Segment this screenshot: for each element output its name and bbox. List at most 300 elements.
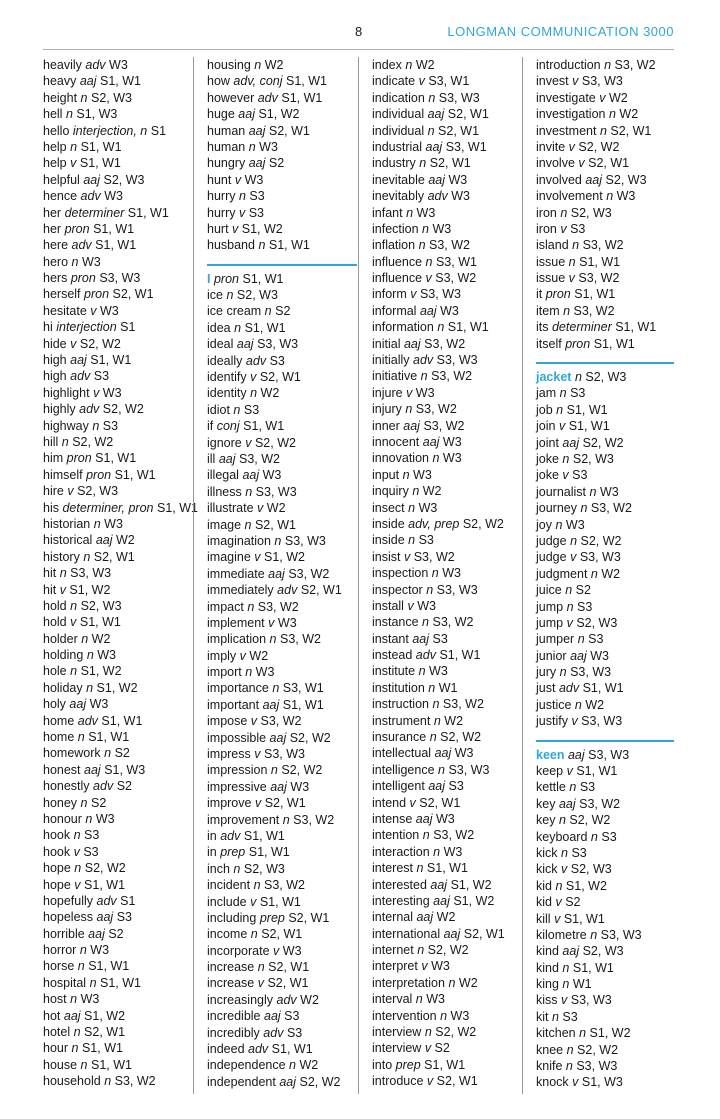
headword: its — [536, 320, 549, 335]
word-entry — [536, 533, 674, 549]
word-entry — [536, 336, 674, 352]
headword: kilometre — [536, 927, 587, 942]
word-entry — [372, 663, 522, 679]
part-of-speech: conj — [216, 419, 240, 434]
frequency-band: W3 — [415, 385, 435, 400]
word-entry — [372, 483, 522, 499]
word-entry — [372, 647, 522, 663]
word-entry — [43, 139, 188, 155]
part-of-speech: v — [418, 74, 425, 89]
part-of-speech: n — [431, 566, 439, 581]
headword: kick — [536, 862, 558, 877]
headword: horrible — [43, 926, 85, 941]
frequency-band: S3, W3 — [448, 762, 490, 777]
part-of-speech: n — [270, 763, 278, 778]
headword: intellectual — [372, 746, 432, 761]
word-entry — [536, 435, 674, 451]
headword: ill — [207, 451, 216, 466]
frequency-band: S3 — [284, 1009, 300, 1024]
frequency-band: S2, W2 — [580, 533, 622, 548]
frequency-band: W3 — [454, 746, 474, 761]
part-of-speech: aaj — [236, 337, 254, 352]
part-of-speech: v — [70, 156, 77, 171]
frequency-band: S1, W1 — [259, 894, 301, 909]
word-entry — [43, 352, 188, 368]
headword: inspector — [372, 582, 423, 597]
headword: initiative — [372, 369, 418, 384]
headword: however — [207, 90, 255, 105]
part-of-speech: n — [562, 451, 570, 466]
part-of-speech: adv, conj — [233, 74, 283, 89]
frequency-band: W3 — [440, 303, 459, 318]
frequency-band: S3, W1 — [445, 139, 487, 154]
part-of-speech: n — [563, 303, 571, 318]
part-of-speech: aaj — [427, 107, 445, 122]
part-of-speech: pron — [84, 287, 110, 302]
word-entry — [372, 106, 522, 122]
part-of-speech: v — [67, 484, 74, 499]
word-entry — [536, 1042, 674, 1058]
part-of-speech: n — [92, 418, 100, 433]
word-entry — [372, 975, 522, 991]
part-of-speech: n — [432, 451, 440, 466]
part-of-speech: n — [282, 812, 290, 827]
frequency-band: S3, W3 — [581, 74, 623, 89]
part-of-speech: n — [248, 139, 256, 154]
frequency-band: S1, W1 — [271, 1042, 313, 1057]
word-entry — [43, 909, 188, 925]
frequency-band: S1, W1 — [268, 238, 310, 253]
part-of-speech: adv — [70, 369, 91, 384]
word-entry — [207, 549, 357, 565]
headword: honour — [43, 811, 82, 826]
frequency-band: W3 — [244, 172, 264, 187]
word-entry — [372, 368, 522, 384]
part-of-speech: adv, prep — [408, 516, 460, 531]
frequency-band: S1, W1 — [582, 681, 624, 696]
frequency-band: S3, W3 — [576, 1059, 618, 1074]
frequency-band: W3 — [282, 943, 302, 958]
word-entry — [43, 1057, 188, 1073]
headword: inform — [372, 287, 407, 302]
headword: host — [43, 992, 67, 1007]
column-2 — [207, 57, 357, 1090]
part-of-speech: n — [250, 386, 258, 401]
headword: imagine — [207, 550, 251, 565]
word-entry — [536, 1025, 674, 1041]
part-of-speech: n — [272, 681, 280, 696]
headword: journey — [536, 501, 577, 516]
frequency-band: W2 — [300, 992, 319, 1007]
frequency-band: W3 — [431, 959, 450, 974]
part-of-speech: v — [257, 501, 264, 516]
frequency-band: W3 — [97, 648, 116, 663]
word-entry — [43, 532, 188, 548]
part-of-speech: adv — [245, 353, 267, 368]
part-of-speech: v — [599, 90, 606, 105]
word-entry — [207, 451, 357, 467]
word-entry — [372, 254, 522, 270]
part-of-speech: pron — [545, 287, 571, 302]
part-of-speech: n — [238, 189, 246, 204]
word-entry — [372, 73, 522, 89]
word-entry — [536, 680, 674, 696]
word-entry — [372, 500, 522, 516]
word-entry — [207, 975, 357, 991]
frequency-band: S1, W1 — [242, 271, 284, 286]
headword: jump — [536, 599, 564, 614]
word-entry — [43, 254, 188, 270]
frequency-band: W3 — [450, 1008, 470, 1023]
frequency-band: S3, W2 — [239, 451, 280, 466]
frequency-band: W3 — [277, 615, 297, 630]
frequency-band: S2, W1 — [447, 107, 489, 122]
headword: institution — [372, 680, 425, 695]
headword: help — [43, 139, 67, 154]
headword: improvement — [207, 812, 280, 827]
headword: impressive — [207, 779, 267, 794]
part-of-speech: prep — [259, 910, 285, 925]
word-entry — [207, 402, 357, 418]
frequency-band: S2, W1 — [288, 910, 330, 925]
word-entry — [207, 155, 357, 171]
headword: housing — [207, 58, 251, 72]
word-entry — [43, 516, 188, 532]
headword: immediate — [207, 566, 265, 581]
word-entry — [43, 549, 188, 565]
word-entry — [207, 517, 357, 533]
word-entry — [536, 369, 674, 385]
frequency-band: S2, W3 — [77, 484, 119, 499]
headword: illegal — [207, 468, 239, 483]
headword: incorporate — [207, 943, 270, 958]
part-of-speech: v — [561, 862, 568, 877]
headword: industry — [372, 156, 416, 171]
part-of-speech: n — [416, 861, 424, 876]
word-entry — [43, 631, 188, 647]
word-entry — [536, 123, 674, 139]
headword: interaction — [372, 844, 430, 859]
headword: interview — [372, 1041, 422, 1056]
headword: item — [536, 303, 560, 318]
word-entry — [536, 911, 674, 927]
frequency-band: W2 — [608, 90, 628, 105]
frequency-band: S2, W1 — [112, 287, 154, 302]
frequency-band: S3, W3 — [263, 747, 305, 762]
headword: hi — [43, 320, 53, 335]
headword: innocent — [372, 434, 420, 449]
frequency-band: W3 — [426, 992, 445, 1007]
headword: investigation — [536, 107, 606, 122]
headword: knife — [536, 1059, 563, 1074]
word-entry — [207, 795, 357, 811]
headword: instant — [372, 631, 409, 646]
word-entry — [372, 565, 522, 581]
headword: internet — [372, 943, 414, 958]
headword: horse — [43, 959, 75, 974]
frequency-band: S3, W3 — [70, 566, 112, 581]
part-of-speech: n — [86, 648, 94, 663]
part-of-speech: n — [93, 516, 101, 531]
frequency-band: S3, W3 — [579, 550, 621, 565]
headword: knee — [536, 1042, 564, 1057]
part-of-speech: adv — [257, 90, 278, 105]
part-of-speech: adv — [85, 58, 106, 72]
headword: intense — [372, 811, 413, 826]
part-of-speech: v — [268, 615, 275, 630]
word-entry — [536, 845, 674, 861]
frequency-band: S1, W1 — [248, 845, 290, 860]
headword: identity — [207, 386, 247, 401]
part-of-speech: n — [226, 288, 234, 303]
word-entry — [536, 1009, 674, 1025]
frequency-band: S3, W2 — [413, 549, 455, 564]
part-of-speech: adv — [558, 681, 580, 696]
part-of-speech: n — [558, 813, 566, 828]
part-of-speech: n — [589, 484, 597, 499]
part-of-speech: adv — [413, 353, 434, 368]
part-of-speech: n — [599, 123, 607, 138]
headword: holy — [43, 697, 66, 712]
part-of-speech: v — [70, 336, 77, 351]
frequency-band: S2, W3 — [570, 862, 612, 877]
part-of-speech: v — [568, 271, 575, 286]
word-entry — [207, 533, 357, 549]
headword: hour — [43, 1041, 69, 1056]
part-of-speech: determiner — [551, 320, 612, 335]
headword: intelligence — [372, 762, 435, 777]
headword: interest — [372, 861, 413, 876]
word-entry — [43, 368, 188, 384]
word-entry — [536, 319, 674, 335]
part-of-speech: n — [559, 386, 567, 401]
frequency-band: S1, W3 — [581, 1075, 623, 1090]
headword: ice cream — [207, 304, 262, 319]
part-of-speech: v — [571, 714, 578, 729]
frequency-band: W2 — [249, 648, 269, 663]
frequency-band: S2, W1 — [588, 156, 630, 171]
part-of-speech: v — [254, 550, 261, 565]
headword: kill — [536, 911, 551, 926]
word-entry — [207, 369, 357, 385]
part-of-speech: adv — [77, 713, 98, 728]
headword: height — [43, 90, 78, 105]
part-of-speech: aaj — [248, 123, 266, 138]
part-of-speech: v — [572, 1075, 579, 1090]
part-of-speech: aaj — [430, 877, 448, 892]
part-of-speech: n — [448, 975, 456, 990]
headword: journalist — [536, 484, 587, 499]
part-of-speech: aaj — [79, 74, 97, 89]
word-entry — [43, 975, 188, 991]
word-entry — [207, 1008, 357, 1024]
frequency-band: W2 — [458, 975, 478, 990]
headword: home — [43, 713, 75, 728]
word-entry — [43, 795, 188, 811]
headword: improve — [207, 796, 252, 811]
frequency-band: S1, W1 — [574, 287, 616, 302]
word-entry — [43, 958, 188, 974]
frequency-band: W3 — [418, 500, 438, 515]
word-entry — [372, 1008, 522, 1024]
part-of-speech: n — [426, 582, 434, 597]
word-entry — [43, 237, 188, 253]
headword: hole — [43, 664, 67, 679]
word-entry — [43, 991, 188, 1007]
headword: imply — [207, 648, 237, 663]
headword: ignore — [207, 435, 242, 450]
word-entry — [536, 796, 674, 812]
frequency-band: S3, W3 — [570, 665, 612, 680]
word-entry — [372, 696, 522, 712]
word-entry — [43, 565, 188, 581]
frequency-band: S3, W3 — [438, 90, 480, 105]
part-of-speech: n — [402, 467, 410, 482]
part-of-speech: v — [410, 287, 417, 302]
frequency-band: S1, W1 — [439, 648, 481, 663]
headword: interpret — [372, 959, 418, 974]
word-entry — [372, 418, 522, 434]
frequency-band: S2, W3 — [80, 598, 122, 613]
word-entry — [372, 729, 522, 745]
word-entry — [372, 1024, 522, 1040]
headword: hunt — [207, 172, 232, 187]
headword: hotel — [43, 1025, 71, 1040]
word-entry — [372, 860, 522, 876]
headword: I — [207, 271, 211, 286]
part-of-speech: n — [608, 107, 616, 122]
headword: inch — [207, 861, 230, 876]
frequency-band: S3 — [572, 468, 588, 483]
part-of-speech: n — [80, 90, 88, 105]
frequency-band: S3, W2 — [435, 271, 477, 286]
headword: increase — [207, 976, 255, 991]
part-of-speech: aaj — [403, 418, 420, 433]
headword: inevitable — [372, 172, 425, 187]
headword: join — [536, 419, 556, 434]
headword: how — [207, 74, 230, 89]
part-of-speech: n — [408, 533, 416, 548]
frequency-band: S2, W1 — [93, 549, 135, 564]
part-of-speech: v — [232, 221, 239, 236]
frequency-band: S2, W2 — [299, 1074, 341, 1089]
frequency-band: S2, W2 — [427, 943, 469, 958]
frequency-band: S1, W1 — [568, 419, 610, 434]
headword: it — [536, 287, 543, 302]
frequency-band: S3 — [243, 402, 260, 417]
frequency-band: W1 — [572, 977, 592, 992]
frequency-band: S2, W2 — [577, 1042, 619, 1057]
frequency-band: S3, W2 — [573, 303, 615, 318]
frequency-band: S2, W3 — [582, 944, 624, 959]
word-entry — [372, 942, 522, 958]
part-of-speech: aaj — [428, 172, 445, 187]
word-entry — [207, 943, 357, 959]
headword: involvement — [536, 189, 603, 204]
headword: inquiry — [372, 484, 409, 499]
headword: joint — [536, 435, 559, 450]
word-entry — [536, 172, 674, 188]
headword: hopefully — [43, 893, 94, 908]
headword: informal — [372, 303, 417, 318]
frequency-band: W2 — [299, 1058, 319, 1073]
headword: include — [207, 894, 247, 909]
word-entry — [536, 1058, 674, 1074]
word-entry — [536, 1074, 674, 1090]
part-of-speech: n — [590, 829, 598, 844]
word-entry — [372, 631, 522, 647]
headword: involved — [536, 172, 582, 187]
part-of-speech: n — [70, 992, 78, 1007]
frequency-band: W2 — [260, 386, 280, 401]
frequency-band: S3, W2 — [582, 238, 624, 253]
headword: hold — [43, 598, 67, 613]
part-of-speech: v — [254, 796, 262, 811]
frequency-band: S1, W1 — [88, 959, 130, 974]
headword: here — [43, 238, 69, 253]
part-of-speech: n — [406, 205, 414, 220]
headword: home — [43, 730, 75, 745]
word-entry — [536, 566, 674, 582]
word-entry — [207, 1041, 357, 1057]
word-entry — [207, 1074, 357, 1090]
word-entry — [536, 878, 674, 894]
headword: incident — [207, 878, 251, 893]
part-of-speech: aaj — [403, 336, 421, 351]
part-of-speech: n — [428, 90, 436, 105]
word-entry — [372, 303, 522, 319]
word-entry — [207, 188, 357, 204]
headword: heavy — [43, 74, 77, 89]
part-of-speech: aaj — [70, 353, 87, 368]
headword: honey — [43, 795, 78, 810]
part-of-speech: n — [79, 943, 87, 958]
word-entry — [372, 336, 522, 352]
frequency-band: W3 — [442, 451, 462, 466]
word-entry — [43, 745, 188, 761]
frequency-band: S3 — [269, 353, 285, 368]
word-entry — [207, 1057, 357, 1073]
headword: iron — [536, 205, 557, 220]
word-entry — [43, 1040, 188, 1056]
word-entry — [536, 57, 674, 73]
part-of-speech: aaj — [96, 910, 114, 925]
headword: key — [536, 813, 556, 828]
part-of-speech: n — [433, 844, 441, 859]
part-of-speech: v — [406, 385, 413, 400]
frequency-band: S3, W3 — [436, 353, 478, 368]
headword: job — [536, 402, 553, 417]
headword: hire — [43, 484, 64, 499]
part-of-speech: n — [77, 730, 85, 745]
word-entry — [43, 1008, 188, 1024]
word-entry — [372, 237, 522, 253]
word-entry — [536, 90, 674, 106]
part-of-speech: n — [264, 304, 272, 319]
word-entry — [43, 582, 188, 598]
headword: insect — [372, 500, 405, 515]
word-entry — [536, 697, 674, 713]
part-of-speech: adv — [96, 893, 117, 908]
word-entry — [536, 631, 674, 647]
headword: house — [43, 1057, 78, 1072]
frequency-band: W3 — [102, 385, 122, 400]
word-entry — [43, 614, 188, 630]
headword: help — [43, 156, 67, 171]
headword: just — [536, 681, 556, 696]
frequency-band: W1 — [438, 680, 458, 695]
part-of-speech: aaj — [270, 779, 287, 794]
